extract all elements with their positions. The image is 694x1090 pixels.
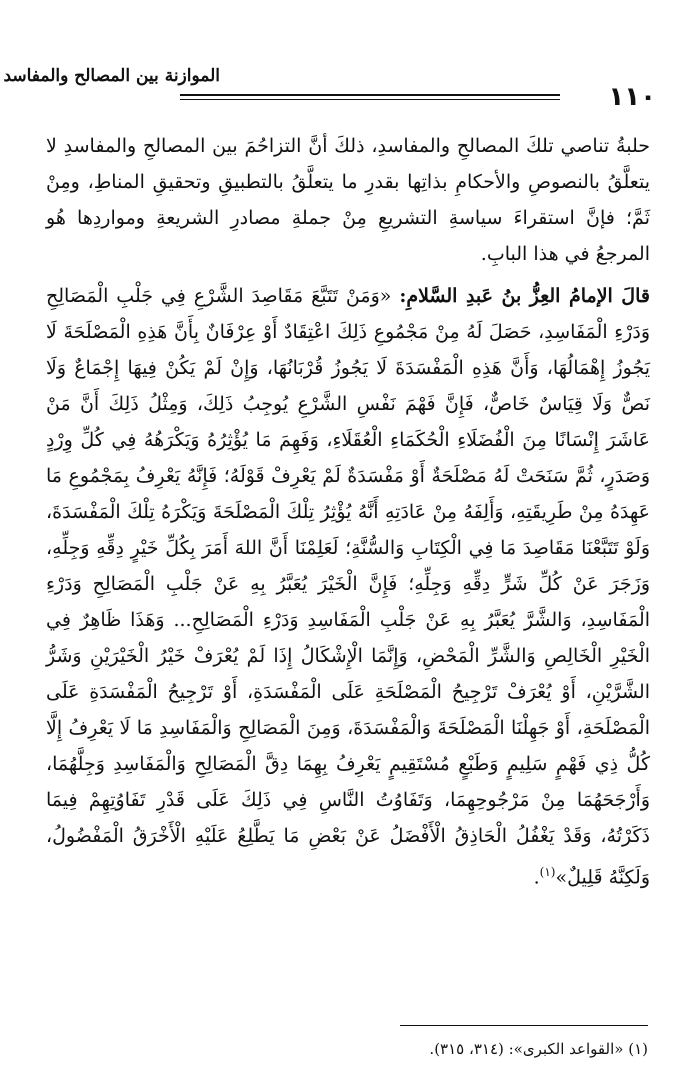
header-rule [180,94,560,96]
footnote-reference[interactable]: (١) [539,865,556,879]
page-number: ١١٠ [608,82,656,112]
quote-text: «وَمَنْ تَتَبَّعَ مَقَاصِدَ الشَّرْعِ فِي جَلْبِ الْمَصَالِحِ وَدَرْءِ الْمَفَاسِدِ، حَصَلَ لَهُ مِنْ مَجْمُوعِ ذَلِكَ اعْتِقَادٌ أَوْ عِرْفَانٌ بِأَنَّ هَذِهِ الْمَصْلَحَةَ لَا يَجُوزُ إِهْمَالُهَا، وَأَنَّ هَذِهِ الْمَفْسَدَةَ لَا يَجُوزُ قُرْبَانُهَا، وَإِنْ لَمْ يَكُنْ فِيهَا إِجْمَاعٌ وَلَا نَصٌّ وَلَا قِيَاسٌ خَاصٌّ، فَإِنَّ فَهْمَ نَفْسِ الشَّرْعِ يُوجِبُ ذَلِكَ، وَمِثْلُ ذَلِكَ أَنَّ مَنْ عَاشَرَ إِنْسَانًا مِنَ الْفُضَلَاءِ الْحُكَمَاءِ الْعُقَلَاءِ، وَفَهِمَ مَا يُؤْثِرُهُ وَيَكْرَهُهُ فِي كُلِّ وِرْدٍ وَصَدَرٍ، ثُمَّ سَنَحَتْ لَهُ مَصْلَحَةٌ أَوْ مَفْسَدَةٌ لَمْ يَعْرِفْ قَوْلَهُ؛ فَإِنَّهُ يَعْرِفُ بِمَجْمُوعِ مَا عَهِدَهُ مِنْ طَرِيقَتِهِ، وَأَلِفَهُ مِنْ عَادَتِهِ أَنَّهُ يُؤْثِرُ تِلْكَ الْمَصْلَحَةَ وَيَكْرَهُ تِلْكَ الْمَفْسَدَةَ، وَلَوْ تَتَبَّعْنَا مَقَاصِدَ مَا فِي الْكِتَابِ وَالسُّنَّةِ؛ لَعَلِمْنَا أَنَّ اللهَ أَمَرَ بِكُلِّ خَيْرٍ دِقِّهِ وَجِلِّهِ، وَزَجَرَ عَنْ كُلِّ شَرٍّ دِقِّهِ وَجِلِّهِ؛ فَإِنَّ الْخَيْرَ يُعَبَّرُ بِهِ عَنْ جَلْبِ الْمَصَالِحِ وَدَرْءِ الْمَفَاسِدِ، وَالشَّرَّ يُعَبَّرُ بِهِ عَنْ جَلْبِ الْمَفَاسِدِ وَدَرْءِ الْمَصَالِحِ... وَهَذَا ظَاهِرٌ فِي الْخَيْرِ الْخَالِصِ وَالشَّرِّ الْمَحْضِ، وَإِنَّمَا الْإِشْكَالُ إِذَا لَمْ يُعْرَفْ خَيْرُ الْخَيْرَيْنِ وَشَرُّ الشَّرَّيْنِ، أَوْ يُعْرَفْ تَرْجِيحُ الْمَصْلَحَةِ عَلَى الْمَفْسَدَةِ، أَوْ تَرْجِيحُ الْمَفْسَدَةِ عَلَى الْمَصْلَحَةِ، أَوْ جَهِلْنَا الْمَصْلَحَةَ وَالْمَفْسَدَةَ، وَمِنَ الْمَصَالِحِ وَالْمَفَاسِدِ مَا لَا يَعْرِفُ إِلَّا كُلُّ ذِي فَهْمٍ سَلِيمٍ وَطَبْعٍ مُسْتَقِيمٍ يَعْرِفُ بِهِمَا دِقَّ الْمَصَالِحِ وَالْمَفَاسِدِ وَجِلَّهُمَا، وَأَرْجَحَهُمَا مِنْ مَرْجُوحِهِمَا، وَتَفَاوُتُ النَّاسِ فِي ذَلِكَ عَلَى قَدْرِ تَفَاوُتِهِمْ فِيمَا ذَكَرْتُهُ، وَقَدْ يَغْفُلُ الْحَاذِقُ الْأَفْضَلُ عَنْ بَعْضِ مَا يَطَّلِعُ عَلَيْهِ الْأَخْرَقُ الْمَفْضُولُ، وَلَكِنَّهُ قَلِيلٌ» [46,285,650,889]
footnote [44,1040,648,1058]
quote-attribution: قالَ الإمامُ العِزُّ بنُ عَبدِ السَّلامِ: [399,285,650,307]
footnote-text: «القواعد الكبرى»: (٣١٤، ٣١٥). [429,1040,624,1058]
header-rule-thin [180,99,560,100]
paragraph-quotation [46,278,650,895]
closing-period: . [533,866,540,889]
footnote-divider [400,1025,648,1026]
footnote-marker: (١) [628,1040,648,1058]
paragraph-intro: حلبةُ تناصي تلكَ المصالحِ والمفاسدِ، ذلكَ أنَّ التزاحُمَ بين المصالحِ والمفاسدِ لا يتعلَّقُ بالنصوصِ والأحكامِ بذاتِها بقدرِ ما يتعلَّقُ بالتطبيقِ وتحقيقِ المناطِ، ومِنْ ثَمَّ؛ فإنَّ استقراءَ سياسةِ التشريعِ مِنْ جملةِ مصادرِ الشريعةِ ومواردِها هُو المرجعُ في هذا البابِ. [46,135,650,265]
running-title: الموازنة بين المصالح والمفاسد [3,66,220,86]
main-text [46,128,650,895]
running-header [3,54,664,114]
